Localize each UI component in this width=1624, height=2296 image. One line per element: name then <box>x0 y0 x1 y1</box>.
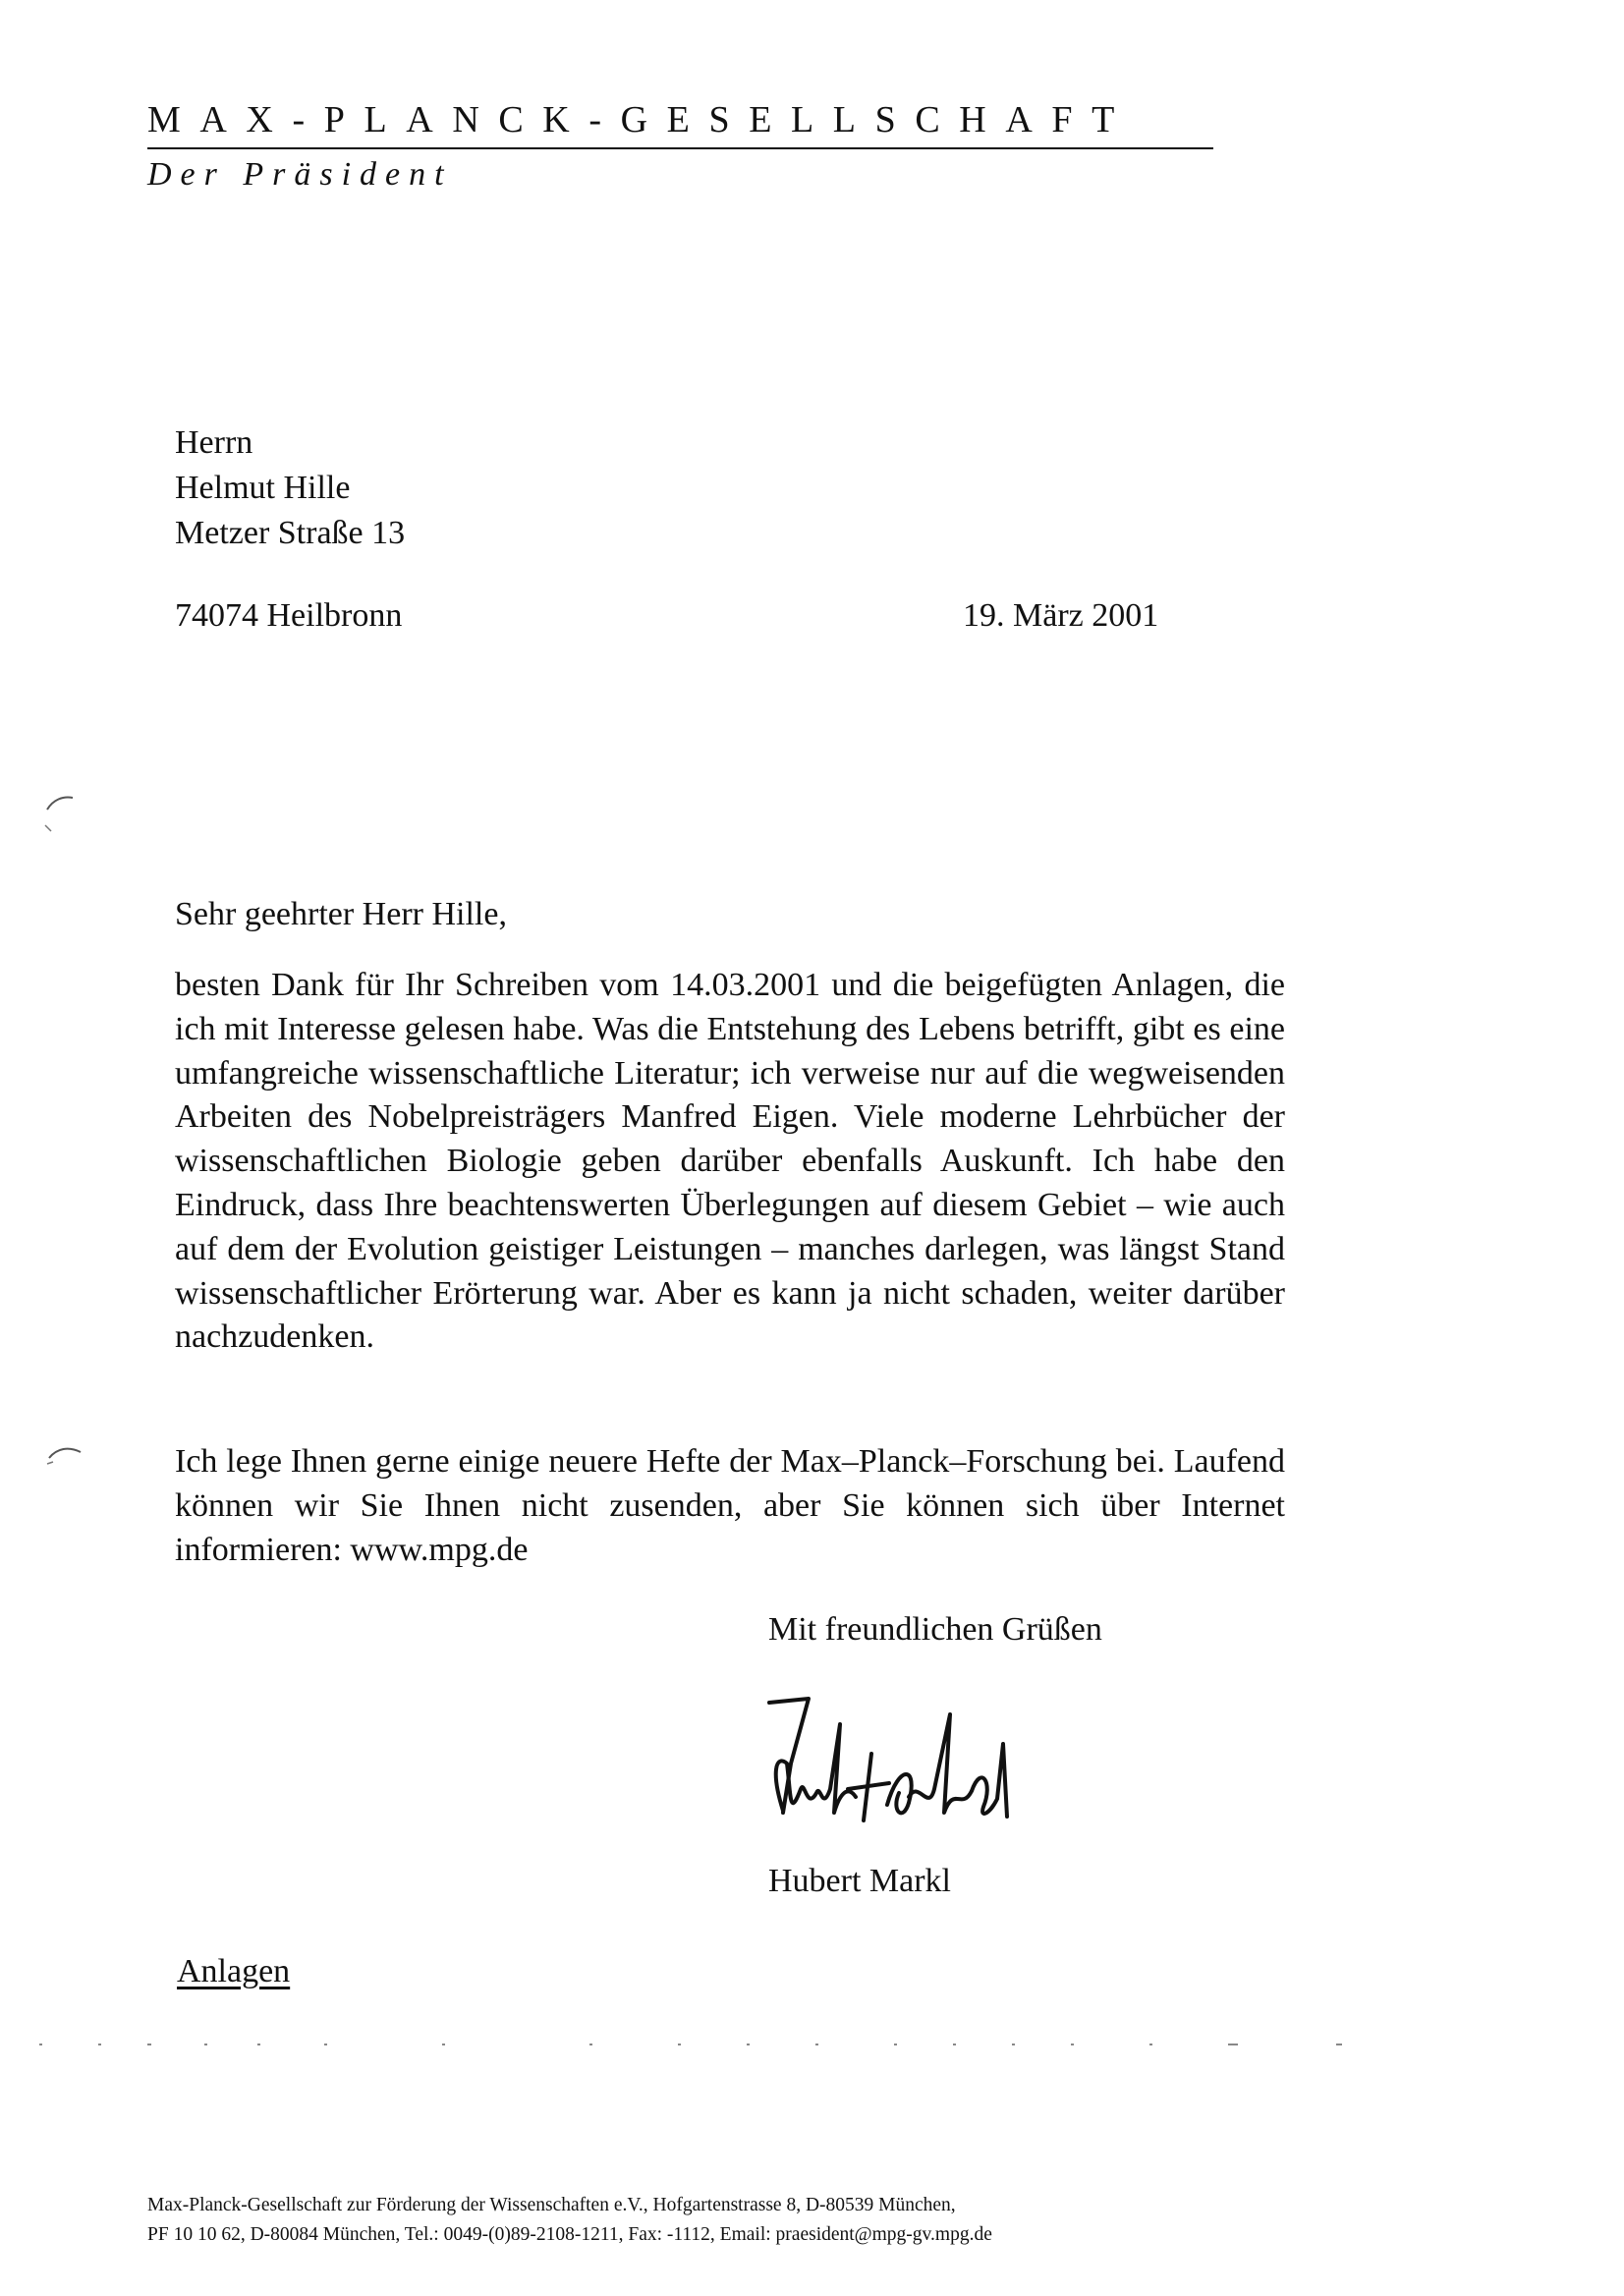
scan-speck-line <box>29 2042 1366 2047</box>
recipient-street: Metzer Straße 13 <box>175 515 406 551</box>
letter-closing: Mit freundlichen Grüßen <box>768 1611 1102 1648</box>
letter-paragraph-1: besten Dank für Ihr Schreiben vom 14.03.2001 und die beigefügten Anlagen, die ich mit Interesse gelesen habe. Was die Entstehung des Lebens betrifft, gibt es eine umfangreiche wissenschaftliche Literatur; ich verweise nur auf die wegweisenden Arbeiten des Nobelpreisträgers Manfred Eigen. Viele moderne Lehrbücher der wissenschaftlichen Biologie geben darüber ebenfalls Auskunft. Ich habe den Eindruck, dass Ihre beachtenswerten Überlegungen auf diesem Gebiet – wie auch auf dem der Evolution geistiger Leistungen – manches darlegen, was längst Stand wissenschaftlicher Erörterung war. Aber es kann ja nicht schaden, weiter darüber nachzudenken. <box>175 967 1285 1356</box>
recipient-address <box>175 420 405 556</box>
recipient-city: 74074 Heilbronn <box>175 597 403 634</box>
letter-footer <box>147 2191 1218 2250</box>
footer-line-1: Max-Planck-Gesellschaft zur Förderung der Wissenschaften e.V., Hofgartenstrasse 8, D-80539 München, <box>147 2195 956 2215</box>
letterhead-organization: MAX-PLANCK-GESELLSCHAFT <box>147 99 1134 140</box>
enclosure-note: Anlagen <box>177 1953 291 1989</box>
punch-mark-bottom <box>39 1434 88 1493</box>
punch-mark-top <box>39 788 88 847</box>
handwritten-signature <box>761 1695 1027 1842</box>
letterhead-rule <box>147 147 1213 149</box>
letter-greeting: Sehr geehrter Herr Hille, <box>175 896 507 932</box>
footer-line-2: PF 10 10 62, D-80084 München, Tel.: 0049-(0)89-2108-1211, Fax: -1112, Email: praesident@mpg-gv.mpg.de <box>147 2224 992 2245</box>
recipient-name: Helmut Hille <box>175 470 351 506</box>
letter-date: 19. März 2001 <box>963 597 1159 634</box>
letterhead-title: Der Präsident <box>147 156 453 193</box>
recipient-salutation: Herrn <box>175 424 253 461</box>
letter-paragraph-2: Ich lege Ihnen gerne einige neuere Hefte der Max–Planck–Forschung bei. Laufend können wir Sie Ihnen nicht zusenden, aber Sie können sich über Internet informieren: www.mpg.de <box>175 1443 1285 1568</box>
signer-name: Hubert Markl <box>768 1863 952 1899</box>
